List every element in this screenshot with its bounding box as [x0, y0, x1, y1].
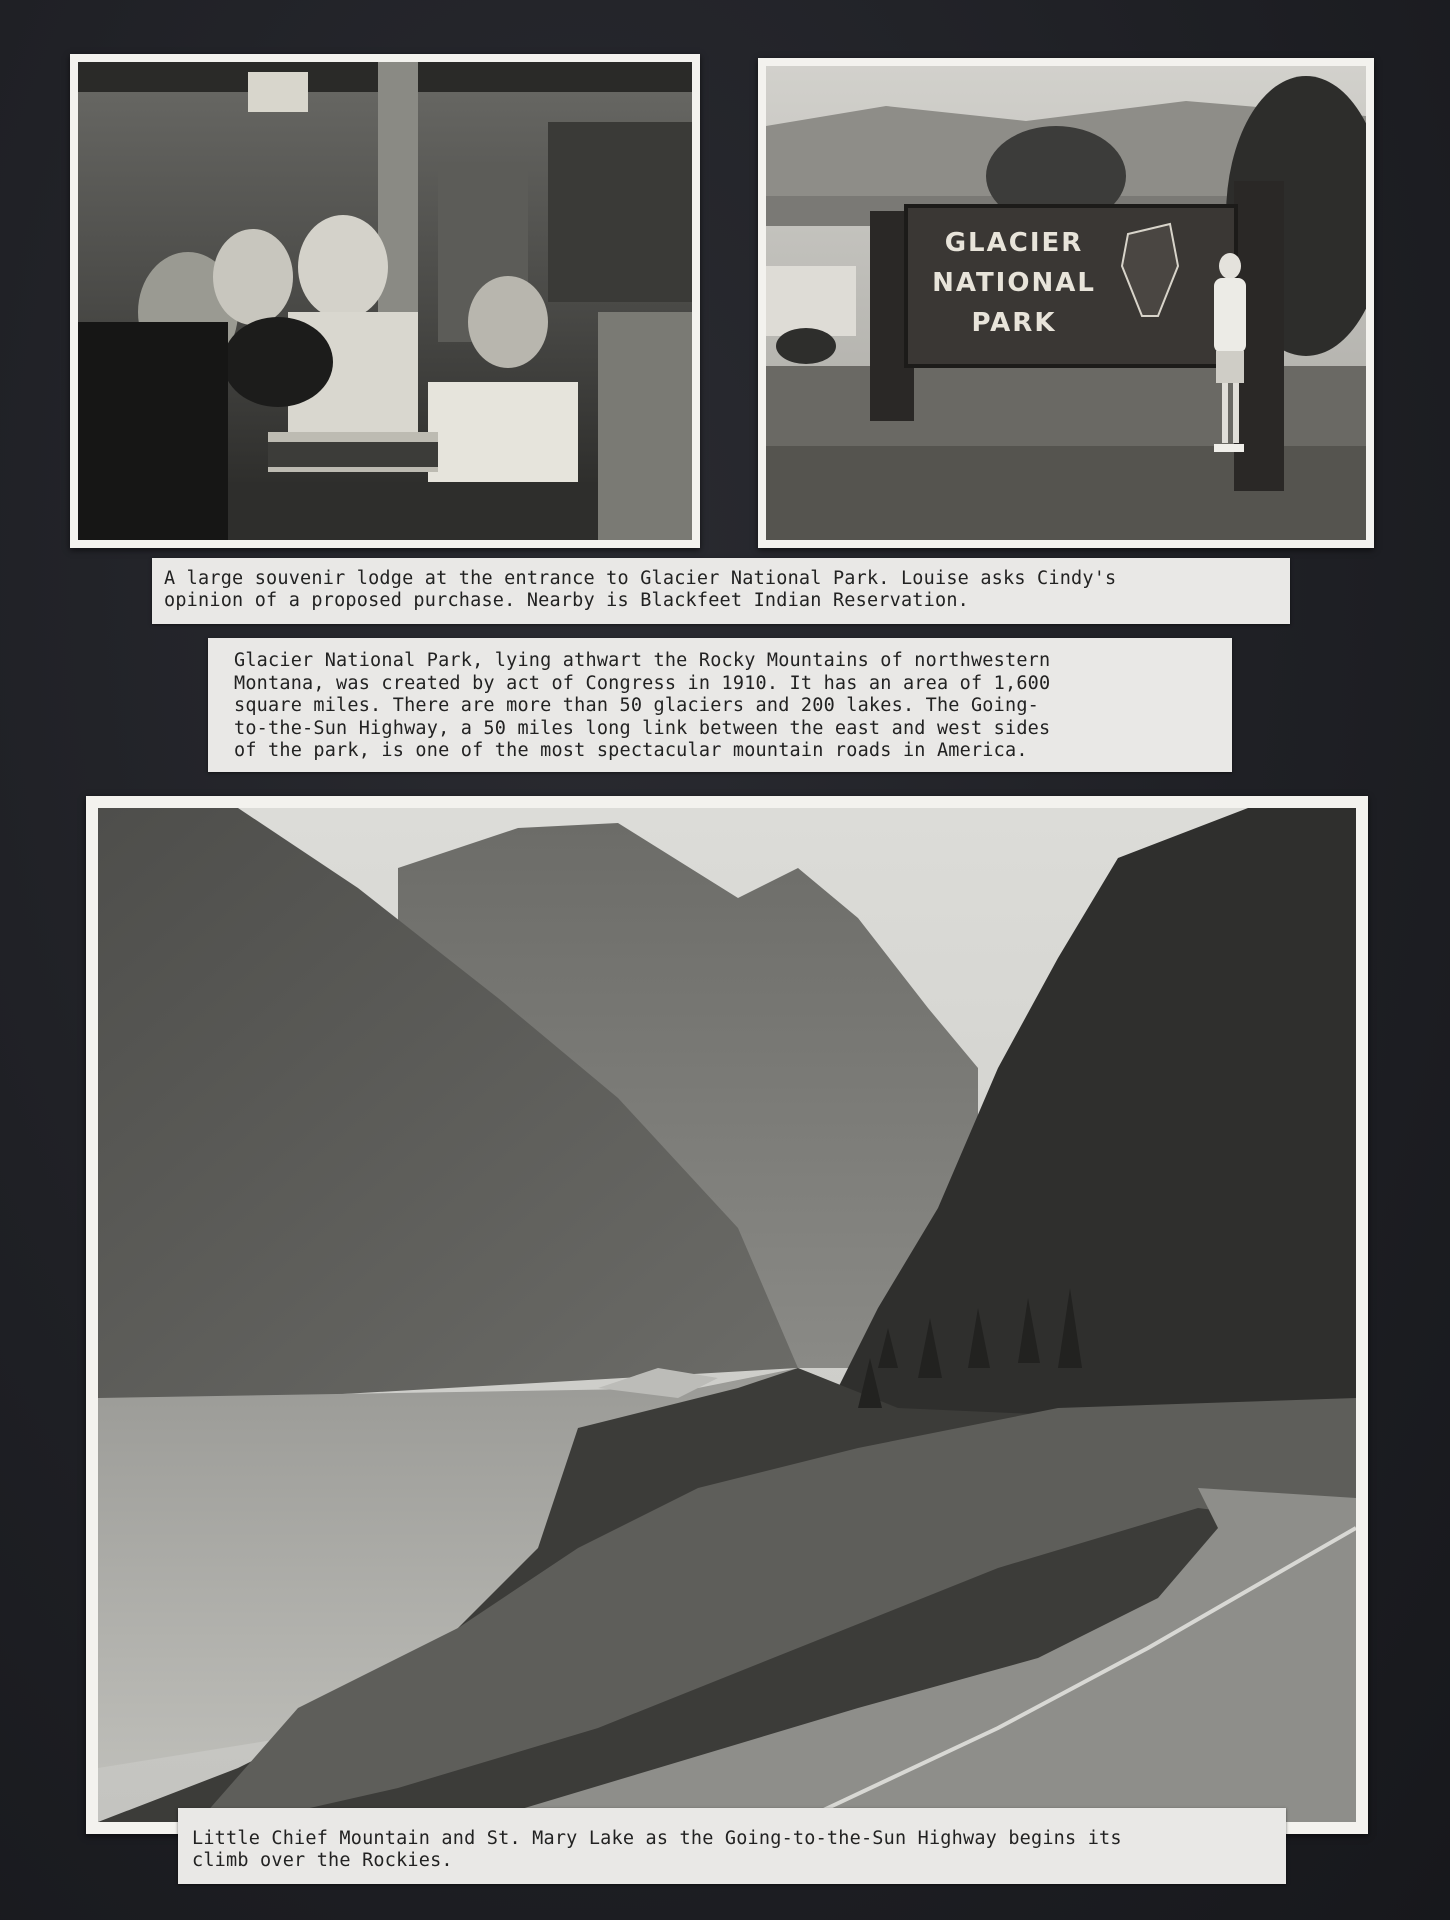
park-info-caption-text: Glacier National Park, lying athwart the Rocky Mountains of northwestern Montana, was created by act of Congress in 1910. It has an area of 1,600 square miles. There are more than 50 glaciers and 200 lakes. The Going- to-the-Sun Highway, a 50 miles long link between the east and west sides of the park, is one of the most spectacular mountain roads in America.: [234, 650, 1051, 761]
mountain-caption-text: Little Chief Mountain and St. Mary Lake as the Going-to-the-Sun Highway begins its climb over the Rockies.: [192, 1828, 1122, 1871]
mountain-caption: [178, 1808, 1286, 1884]
mountain-road-image: [98, 808, 1356, 1822]
lodge-caption-text: A large souvenir lodge at the entrance to Glacier National Park. Louise asks Cindy's opinion of a proposed purchase. Nearby is Blackfeet Indian Reservation.: [164, 568, 1117, 611]
park-sign-image: [766, 66, 1366, 540]
mountain-road-photo: [86, 796, 1368, 1834]
souvenir-lodge-photo: [70, 54, 700, 548]
lodge-caption: [152, 558, 1290, 624]
park-sign-photo: [758, 58, 1374, 548]
park-info-caption: [208, 638, 1232, 772]
souvenir-lodge-image: [78, 62, 692, 540]
sign-text-line3: PARK: [971, 308, 1057, 338]
sign-text-line1: GLACIER: [944, 228, 1084, 258]
sign-text-line2: NATIONAL: [932, 268, 1096, 298]
